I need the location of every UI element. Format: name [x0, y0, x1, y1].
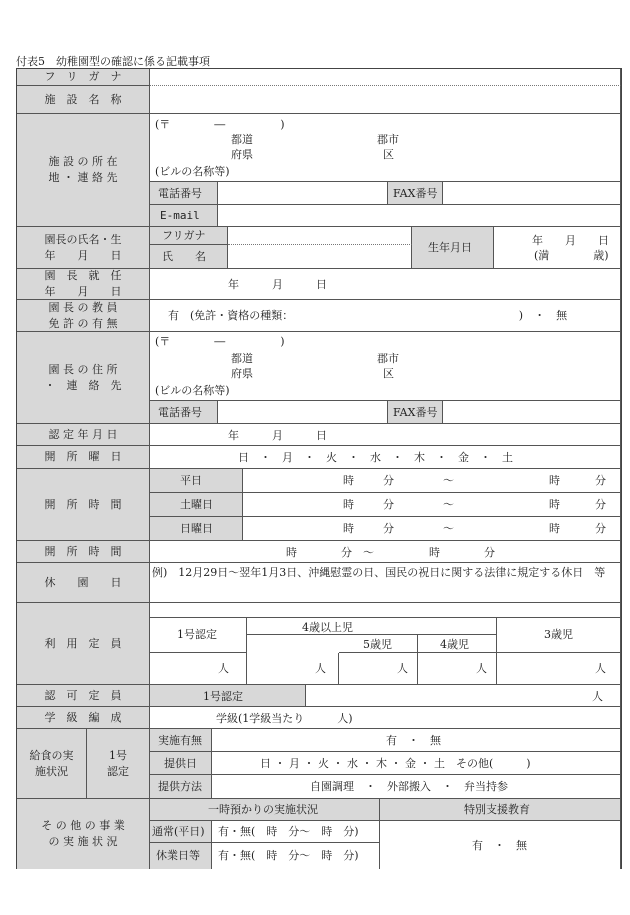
label-furigana: フ リ ガ ナ	[17, 69, 150, 86]
hours-h: 時	[343, 498, 354, 511]
meal-method-label: 提供方法	[150, 775, 212, 799]
label-facility-address: 施 設 の 所 在 地 ・ 連 絡 先	[17, 114, 150, 227]
meal-days-value[interactable]: 日 ・ 月 ・ 火 ・ 水 ・ 木 ・ 金 ・ 土 その他( )	[212, 752, 621, 775]
phone-label-cell: 電話番号	[150, 181, 218, 205]
label-director-appointed: 園 長 就 任 年 月 日	[17, 269, 150, 300]
label-permitted-capacity: 認 可 定 員	[17, 685, 150, 707]
label-director-address: 園 長 の 住 所 ・ 連 絡 先	[17, 332, 150, 424]
document-caption: 付表5 幼稚園型の確認に係る記載事項	[16, 55, 210, 68]
label-director-name: 園長の氏名・生 年 月 日	[17, 227, 150, 269]
special-support-value[interactable]: 有 ・ 無	[380, 821, 621, 869]
hours-m2: 分	[595, 474, 606, 487]
open-hours-2-field[interactable]: 時 分 〜 時 分	[150, 541, 621, 563]
city-bottom: 区	[383, 148, 394, 161]
director-license-field[interactable]: 有 (免許・資格の種類： ) ・ 無	[150, 300, 621, 332]
hours-h2: 時	[549, 522, 560, 535]
hours-row-value[interactable]	[243, 469, 621, 493]
director-name-field[interactable]	[228, 245, 412, 269]
label-capacity: 利 用 定 員	[17, 603, 150, 685]
birth-age: (満 歳)	[534, 249, 609, 262]
director-city-bottom: 区	[383, 367, 394, 380]
temp-care-header: 一時預かりの実施状況	[150, 799, 380, 821]
label-director-license: 園 長 の 教 員 免 許 の 有 無	[17, 300, 150, 332]
capacity-age3-value[interactable]: 人	[497, 653, 621, 685]
director-furigana-label: フリガナ	[150, 227, 228, 245]
hours-row-label: 日曜日	[150, 517, 243, 541]
meal-impl-value[interactable]: 有 ・ 無	[212, 729, 621, 752]
label-open-hours-2: 開 所 時 間	[17, 541, 150, 563]
capacity-age3-header: 3歳児	[497, 617, 621, 653]
permitted-value[interactable]: 人	[306, 685, 621, 707]
furigana-field[interactable]	[150, 69, 621, 86]
hours-h: 時	[343, 522, 354, 535]
hours-row-value[interactable]	[243, 493, 621, 517]
building-name: (ビルの名称等)	[155, 165, 230, 178]
hours-h2: 時	[549, 498, 560, 511]
label-holidays: 休 園 日	[17, 563, 150, 603]
director-building: (ビルの名称等)	[155, 384, 230, 397]
birth-date-field[interactable]	[494, 227, 621, 269]
label-open-days: 開 所 曜 日	[17, 446, 150, 469]
capacity-cert1-value[interactable]: 人	[150, 653, 247, 685]
fax-label-cell: FAX番号	[388, 181, 443, 205]
holiday-label: 休業日等	[150, 843, 212, 869]
hours-row-value[interactable]	[243, 517, 621, 541]
capacity-age5-value[interactable]: 人	[339, 653, 418, 685]
meal-impl-label: 実施有無	[150, 729, 212, 752]
phone-field[interactable]	[218, 181, 388, 205]
postal-code: (〒 ― )	[155, 118, 285, 131]
director-prefecture-top: 都道	[231, 352, 253, 365]
normal-value[interactable]: 有・無( 時 分〜 時 分)	[212, 821, 380, 843]
special-support-header: 特別支援教育	[380, 799, 621, 821]
capacity-age4-header: 4歳児	[418, 635, 497, 653]
director-fax-field[interactable]	[443, 400, 621, 424]
city-top: 郡市	[377, 133, 399, 146]
meal-method-value[interactable]: 自園調理 ・ 外部搬入 ・ 弁当持参	[212, 775, 621, 799]
hours-row-label: 土曜日	[150, 493, 243, 517]
birth-date-ymd: 年 月 日	[532, 234, 609, 247]
capacity-age4-value[interactable]: 人	[418, 653, 497, 685]
holidays-field[interactable]: 例) 12月29日〜翌年1月3日、沖縄慰霊の日、国民の祝日に関する法律に規定する休日 等	[150, 563, 621, 603]
normal-label: 通常(平日)	[150, 821, 212, 843]
hours-row-label: 平日	[150, 469, 243, 493]
class-org-field[interactable]: 学級(1学級当たり 人)	[150, 707, 621, 729]
director-name-label: 氏 名	[150, 245, 228, 269]
fax-field[interactable]	[443, 181, 621, 205]
capacity-cert1-header: 1号認定	[150, 617, 247, 653]
permitted-cert1-label: 1号認定	[150, 685, 306, 707]
capacity-over4-value[interactable]: 人	[247, 653, 339, 685]
open-days-field[interactable]: 日 ・ 月 ・ 火 ・ 水 ・ 木 ・ 金 ・ 土	[150, 446, 621, 469]
hours-m: 分	[383, 474, 394, 487]
approval-date-field[interactable]: 年 月 日	[150, 424, 621, 446]
prefecture-bottom: 府県	[231, 148, 253, 161]
label-facility-name: 施 設 名 称	[17, 86, 150, 114]
label-meal: 給食の実 施状況	[17, 729, 87, 799]
director-prefecture-bottom: 府県	[231, 367, 253, 380]
hours-tilde: 〜	[443, 498, 454, 511]
director-postal: (〒 ― )	[155, 335, 285, 348]
email-field[interactable]	[218, 205, 621, 227]
meal-days-label: 提供日	[150, 752, 212, 775]
hours-h: 時	[343, 474, 354, 487]
holiday-value[interactable]: 有・無( 時 分〜 時 分)	[212, 843, 380, 869]
director-city-top: 郡市	[377, 352, 399, 365]
hours-m2: 分	[595, 498, 606, 511]
prefecture-top: 都道	[231, 133, 253, 146]
label-meal-cert: 1号 認定	[87, 729, 150, 799]
birth-label-cell: 生年月日	[412, 227, 494, 269]
email-label-cell: E-mail	[150, 205, 218, 227]
hours-m: 分	[383, 522, 394, 535]
form-table	[16, 68, 622, 869]
director-fax-label: FAX番号	[388, 400, 443, 424]
hours-tilde: 〜	[443, 474, 454, 487]
director-phone-field[interactable]	[218, 400, 388, 424]
label-open-hours: 開 所 時 間	[17, 469, 150, 541]
director-appointed-field[interactable]: 年 月 日	[150, 269, 621, 300]
director-phone-label: 電話番号	[150, 400, 218, 424]
hours-m: 分	[383, 498, 394, 511]
label-class-org: 学 級 編 成	[17, 707, 150, 729]
facility-name-field[interactable]	[150, 86, 621, 114]
capacity-over4-header: 4歳以上児	[247, 617, 497, 635]
hours-m2: 分	[595, 522, 606, 535]
capacity-age5-header: 5歳児	[339, 635, 418, 653]
hours-tilde: 〜	[443, 522, 454, 535]
director-furigana-field[interactable]	[228, 227, 412, 245]
capacity-spacer	[150, 603, 621, 617]
hours-h2: 時	[549, 474, 560, 487]
label-approval-date: 認 定 年 月 日	[17, 424, 150, 446]
label-other-projects: そ の 他 の 事 業 の 実 施 状 況	[17, 799, 150, 869]
